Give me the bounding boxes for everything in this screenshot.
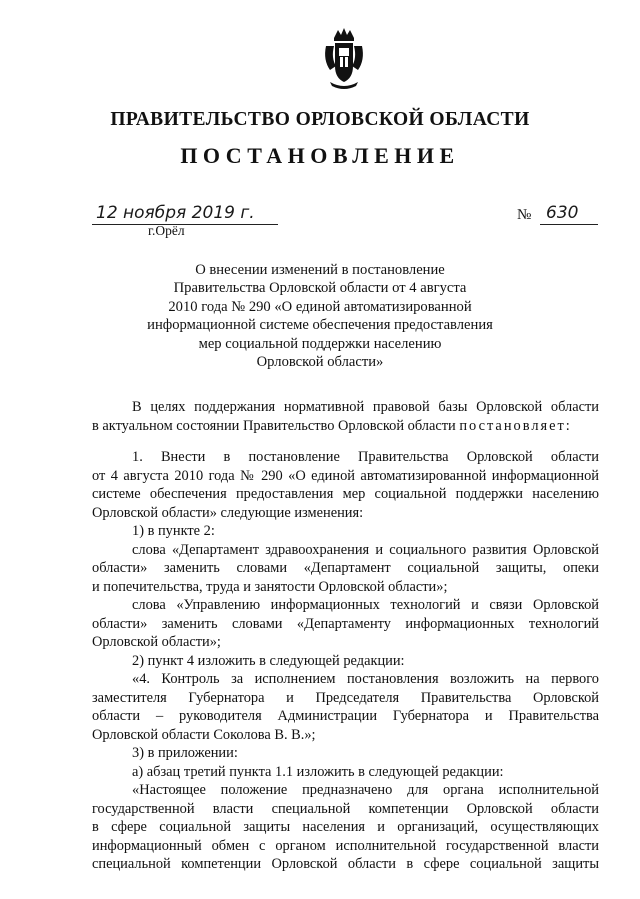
body-line: специальной компетенции Орловской области в сфере социальной защиты bbox=[92, 856, 599, 872]
preamble-verb: постановляет: bbox=[459, 417, 572, 434]
date-underline bbox=[92, 224, 278, 225]
subject-line: информационной системе обеспечения предоставления bbox=[147, 317, 493, 334]
document-type-title: ПОСТАНОВЛЕНИЕ bbox=[180, 143, 460, 168]
coat-of-arms-icon bbox=[322, 26, 366, 90]
body-line: 1. Внести в постановление Правительства Орловской области bbox=[132, 449, 599, 465]
body-line: Орловской области Соколова В. В.»; bbox=[92, 726, 316, 743]
preamble-line bbox=[92, 417, 599, 436]
subject-line: мер социальной поддержки населению bbox=[198, 335, 442, 352]
body-line: от 4 августа 2010 года № 290 «О единой автоматизированной информационной bbox=[92, 467, 599, 484]
preamble-text: в актуальном состоянии Правительство Орловской области bbox=[92, 417, 460, 434]
handwritten-number: 630 bbox=[546, 203, 579, 223]
body-line: области – руководителя Администрации Губернатора и Правительства bbox=[92, 708, 599, 724]
body-line: 1) в пункте 2: bbox=[132, 523, 215, 539]
body-line: Орловской области»; bbox=[92, 634, 221, 650]
body-line: слова «Управлению информационных технологий и связи Орловской bbox=[132, 597, 599, 613]
subject-line: 2010 года № 290 «О единой автоматизированной bbox=[168, 298, 472, 315]
body-line: «Настоящее положение предназначено для органа исполнительной bbox=[132, 782, 599, 798]
body-line: 3) в приложении: bbox=[132, 745, 238, 761]
body-line: информационный обмен с органом исполнительной государственной власти bbox=[92, 837, 599, 854]
body-line: области» заменить словами «Департаменту информационных технологий bbox=[92, 615, 599, 632]
subject-line: О внесении изменений в постановление bbox=[195, 262, 445, 278]
document-subject bbox=[120, 261, 520, 371]
body-line: в сфере социальной защиты населения и организаций, осуществляющих bbox=[92, 819, 599, 835]
government-title: ПРАВИТЕЛЬСТВО ОРЛОВСКОЙ ОБЛАСТИ bbox=[110, 109, 530, 130]
body-line: заместителя Губернатора и Председателя Правительства Орловской bbox=[92, 689, 599, 706]
body-line: Орловской области» следующие изменения: bbox=[92, 504, 364, 521]
body-line: государственной власти специальной компетенции Орловской области bbox=[92, 800, 599, 817]
body-line: области» заменить словами «Департамент социальной защиты, опеки bbox=[92, 560, 599, 576]
body-line: и попечительства, труда и занятости Орловской области»; bbox=[92, 578, 448, 595]
subject-line: Правительства Орловской области от 4 августа bbox=[173, 280, 467, 297]
handwritten-date: 12 ноября 2019 г. bbox=[96, 203, 255, 223]
number-label: № bbox=[517, 207, 532, 223]
body-line: слова «Департамент здравоохранения и социального развития Орловской bbox=[132, 541, 599, 558]
number-underline bbox=[540, 224, 598, 225]
body-line: 2) пункт 4 изложить в следующей редакции: bbox=[132, 652, 405, 669]
body-line: а) абзац третий пункта 1.1 изложить в следующей редакции: bbox=[132, 763, 504, 780]
document-body bbox=[92, 398, 599, 874]
body-line: системе обеспечения предоставления мер социальной поддержки населению bbox=[92, 486, 599, 502]
subject-line: Орловской области» bbox=[256, 354, 384, 371]
preamble-line: В целях поддержания нормативной правовой базы Орловской области bbox=[132, 399, 599, 415]
body-line: «4. Контроль за исполнением постановления возложить на первого bbox=[132, 671, 599, 687]
city-label: г.Орёл bbox=[148, 223, 185, 238]
